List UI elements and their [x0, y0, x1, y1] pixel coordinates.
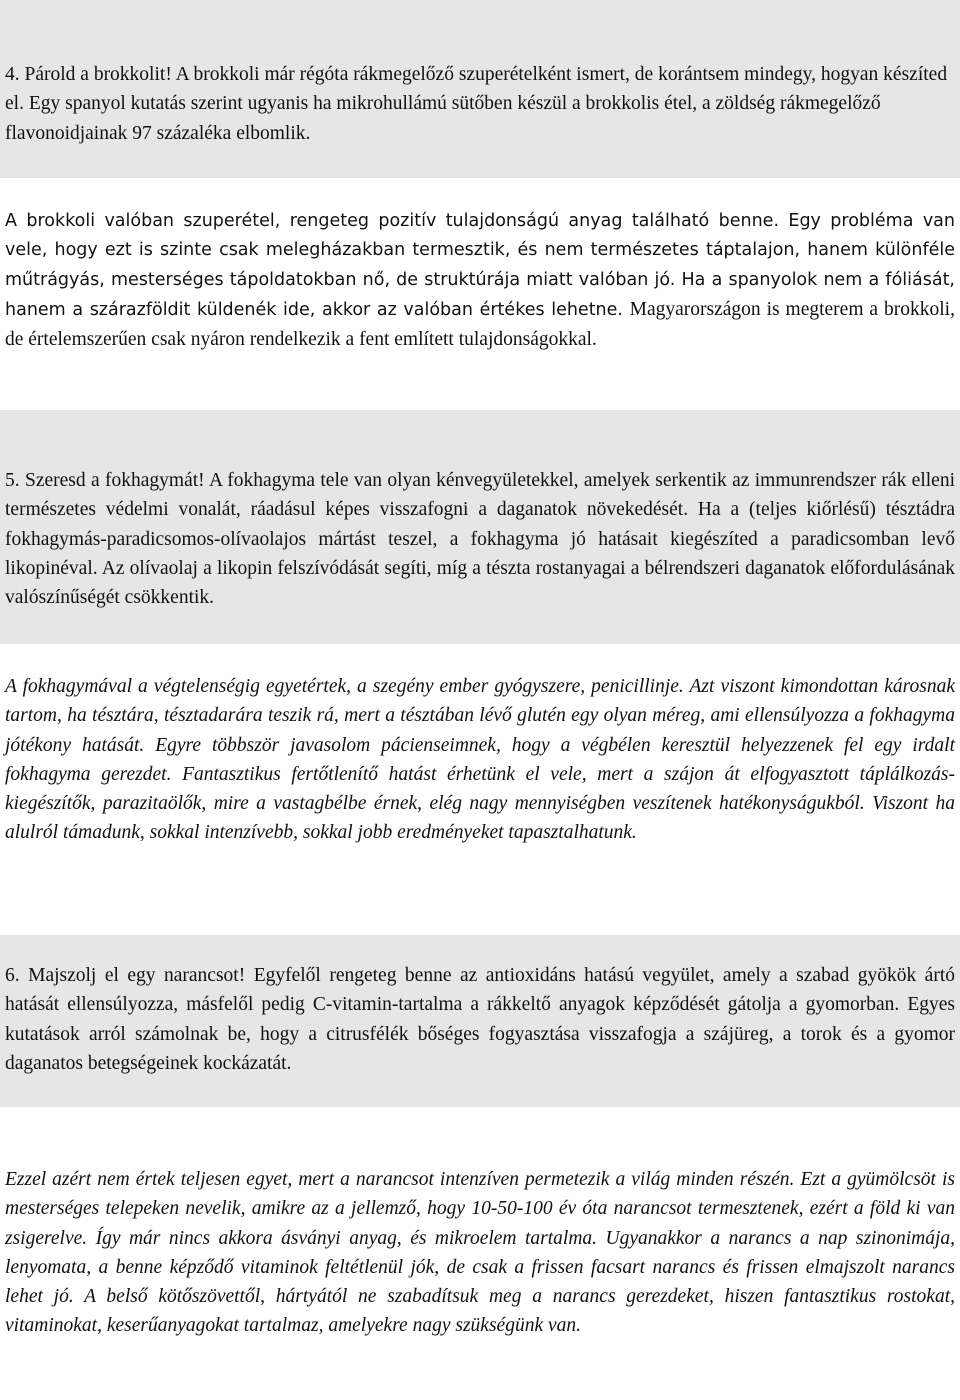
section-6-body: Egyfelől rengeteg benne az antioxidáns hatású vegyület, amely a szabad gyökök ártó hatását ellensúlyozza, másfelől pedig C-vitamin-tartalma a rákkeltő anyagok képződését gátolja a gyomorban. Egyes kutatások arról számolnak be, hogy a citrusfélék bőséges fogyasztása visszafogja a szájüreg, a torok és a gyomor daganatos betegségeinek kockázatát.: [5, 965, 955, 1074]
section-6-heading: 6. Majszolj el egy narancsot!: [5, 965, 246, 986]
section-4-comment-tail: Magyarországon is megterem a brokkoli, de értelemszerűen csak nyáron rendelkezik a fent említett tulajdonságokkal.: [5, 298, 955, 351]
section-4-comment-text: A brokkoli valóban szuperétel, rengeteg pozitív tulajdonságú anyag található benne. Egy probléma van vele, hogy ezt is szinte csak melegházakban termesztik, és nem természetes táptalajon, hanem különféle műtrágyás, mesterséges tápoldatokban nő, de struktúrája miatt valóban jó. Ha a spanyolok nem a fóliását, hanem a szárazföldit küldenék ide, akkor az valóban értékes lehetne.: [5, 211, 955, 320]
section-4-body: A brokkoli már régóta rákmegelőző szuperételként ismert, de korántsem mindegy, hogyan készíted el. Egy spanyol kutatás szerint ugyanis ha mikrohullámú sütőben készül a brokkolis étel, a zöldség rákmegelőző flavonoidjainak 97 százaléka elbomlik.: [5, 64, 948, 144]
section-5-comment-text: A fokhagymával a végtelenségig egyetértek, a szegény ember gyógyszere, penicillinje. Azt viszont kimondottan károsnak tartom, ha tésztára, tésztadarára teszik rá, mert a tésztában lévő glutén egy olyan méreg, ami ellensúlyozza a fokhagyma jótékony hatását. Egyre többször javasolom pácienseimnek, hogy a végbélen keresztül helyezzenek fel egy irdalt fokhagyma gerezdet. Fantasztikus fertőtlenítő hatást érhetünk el vele, mert a szájon át elfogyasztott táplálkozás-kiegészítők, parazitaölők, mire a vastagbélbe érnek, elég nagy mennyiségben veszítenek hatékonyságukból. Viszont ha alulról támadunk, sokkal intenzívebb, sokkal jobb eredményeket tapasztalhatunk.: [5, 676, 955, 844]
section-5-article: [5, 466, 955, 612]
section-4-heading: 4. Párold a brokkolit!: [5, 64, 172, 85]
section-4-article: [5, 60, 955, 148]
section-5-comment: [5, 672, 955, 848]
section-6-comment-text: Ezzel azért nem értek teljesen egyet, mert a narancsot intenzíven permetezik a világ minden részén. Ezt a gyümölcsöt is mesterséges telepeken nevelik, amikre az a jellemző, hogy 10-50-100 év óta narancsot termesztenek, ezért a föld ki van zsigerelve. Így már nincs akkora ásványi anyag, és mikroelem tartalma. Ugyanakkor a narancs a nap szinonimája, lenyomata, a benne képződő vitaminok feltétlenül jók, de csak a frissen facsart narancs és frissen elmajszolt narancs lehet jó. A belső kötőszövettől, hártyától ne szabadítsuk meg a narancs gerezdeket, hiszen fantasztikus rostokat, vitaminokat, keserűanyagokat tartalmaz, amelyekre nagy szükségünk van.: [5, 1169, 955, 1337]
section-6-article: [5, 961, 955, 1078]
section-5-heading: 5. Szeresd a fokhagymát!: [5, 470, 205, 491]
section-5-body: A fokhagyma tele van olyan kénvegyületekkel, amelyek serkentik az immunrendszer rák elleni természetes védelmi vonalát, ráadásul képes visszafogni a daganatok növekedését. Ha a (teljes kiőrlésű) tésztádra fokhagymás-paradicsomos-olívaolajos mártást teszel, a fokhagyma jó hatásait kiegészíted a paradicsomban levő likopinéval. Az olívaolaj a likopin felszívódását segíti, míg a tészta rostanyagai a bélrendszeri daganatok előfordulásának valószínűségét csökkentik.: [5, 470, 955, 609]
section-4-comment: [5, 207, 955, 355]
section-6-comment: [5, 1165, 955, 1341]
